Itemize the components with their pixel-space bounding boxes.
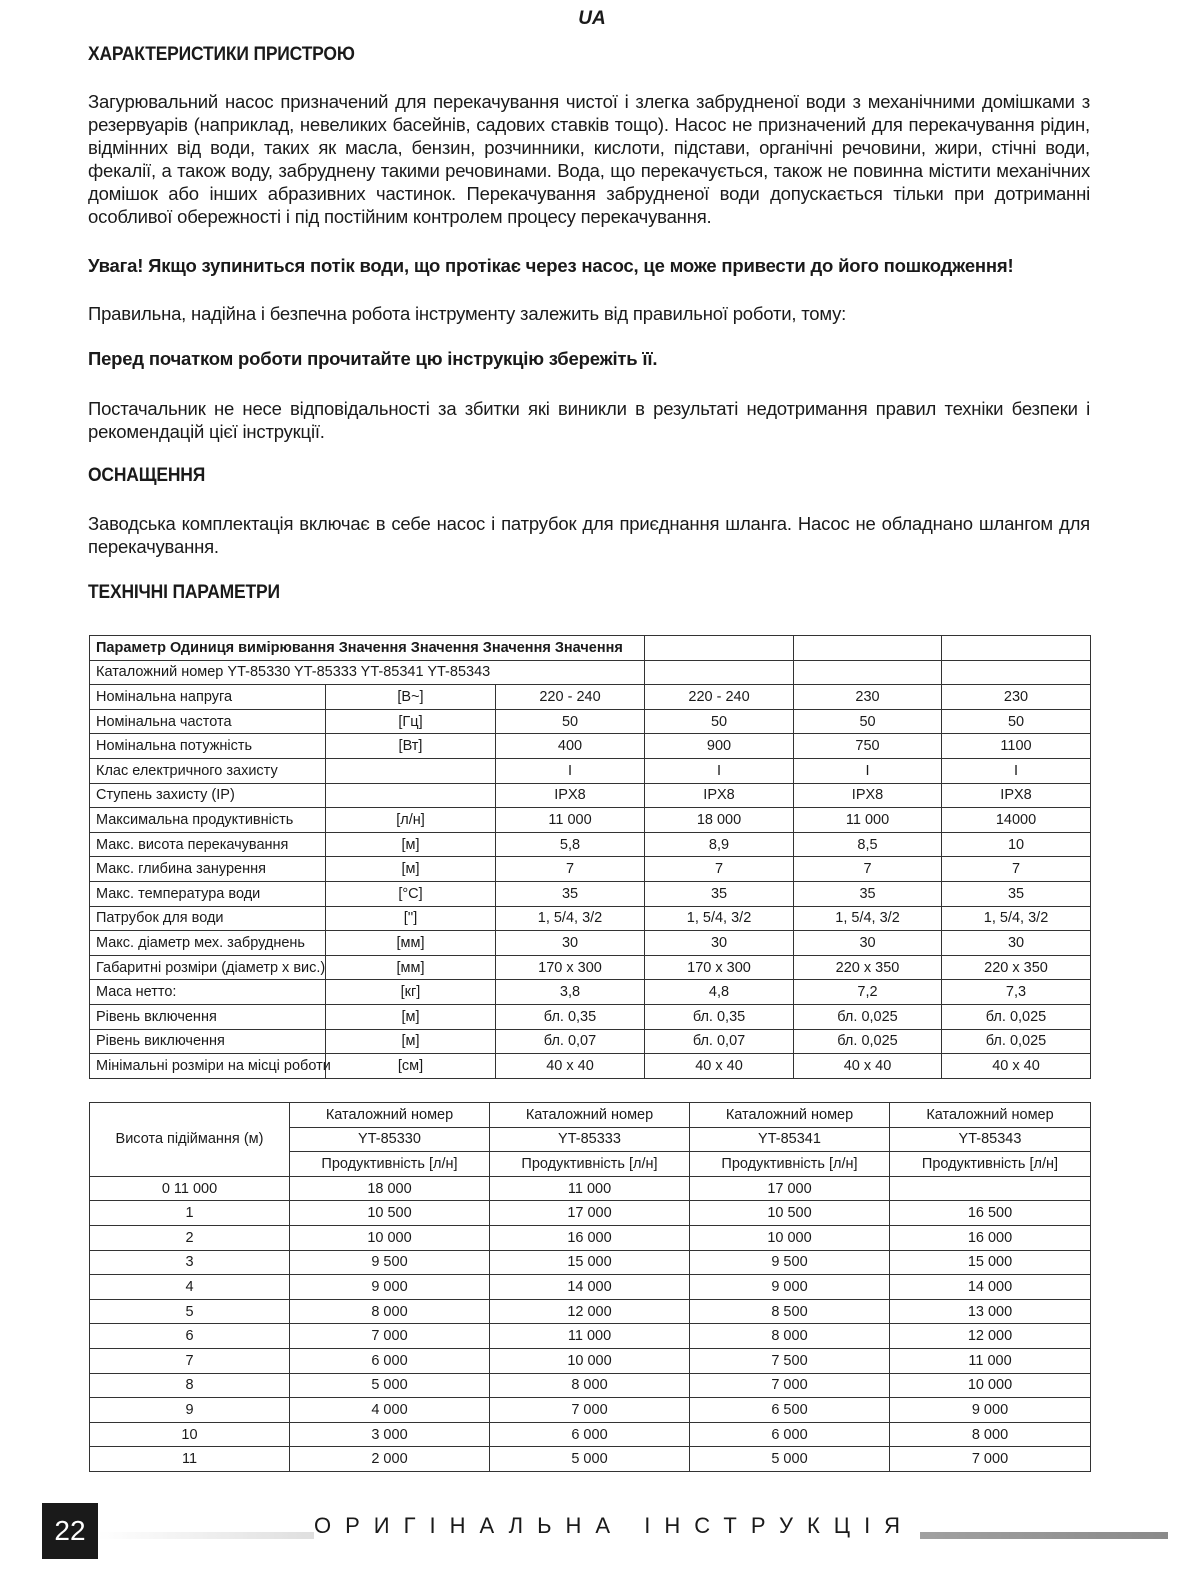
spec-param-value: 220 - 240 bbox=[496, 685, 645, 710]
spec-param-value: I bbox=[645, 758, 794, 783]
spec-row bbox=[90, 906, 1091, 931]
spec-param-value: 900 bbox=[645, 734, 794, 759]
spec-param-value: 40 x 40 bbox=[496, 1054, 645, 1079]
section-title-tech-params: ТЕХНІЧНІ ПАРАМЕТРИ bbox=[88, 582, 280, 603]
spec-param-value: 750 bbox=[794, 734, 942, 759]
perf-value: 5 000 bbox=[690, 1447, 890, 1472]
spec-param-value: 30 bbox=[942, 931, 1091, 956]
spec-param-unit: [л/н] bbox=[326, 808, 496, 833]
spec-param-value: 30 bbox=[645, 931, 794, 956]
perf-value: 11 000 bbox=[890, 1348, 1091, 1373]
spec-row bbox=[90, 980, 1091, 1005]
spec-param-value: 220 - 240 bbox=[645, 685, 794, 710]
spec-param-value: 8,9 bbox=[645, 832, 794, 857]
perf-value: 9 000 bbox=[690, 1275, 890, 1300]
perf-value: 4 000 bbox=[290, 1398, 490, 1423]
spec-param-value: 30 bbox=[496, 931, 645, 956]
spec-param-name: Патрубок для води bbox=[90, 906, 326, 931]
spec-param-value: 1, 5/4, 3/2 bbox=[942, 906, 1091, 931]
spec-param-value: 7 bbox=[942, 857, 1091, 882]
spec-row bbox=[90, 832, 1091, 857]
perf-row bbox=[90, 1299, 1091, 1324]
spec-row bbox=[90, 1054, 1091, 1079]
perf-height: 0 11 000 bbox=[90, 1176, 290, 1201]
spec-header-empty bbox=[645, 636, 794, 661]
perf-value: 8 000 bbox=[490, 1373, 690, 1398]
perf-value: 9 500 bbox=[690, 1250, 890, 1275]
spec-param-value: 40 x 40 bbox=[794, 1054, 942, 1079]
spec-catalog-empty bbox=[645, 660, 794, 685]
spec-row bbox=[90, 881, 1091, 906]
spec-param-value: бл. 0,35 bbox=[496, 1004, 645, 1029]
spec-param-value: 35 bbox=[794, 881, 942, 906]
spec-table bbox=[89, 635, 1091, 1079]
spec-param-value: 7,2 bbox=[794, 980, 942, 1005]
spec-param-value: 7 bbox=[645, 857, 794, 882]
perf-value: 16 000 bbox=[890, 1225, 1091, 1250]
perf-value: 2 000 bbox=[290, 1447, 490, 1472]
spec-param-value: I bbox=[496, 758, 645, 783]
perf-value: 17 000 bbox=[490, 1201, 690, 1226]
spec-param-value: 11 000 bbox=[496, 808, 645, 833]
perf-productivity-label: Продуктивність [л/н] bbox=[490, 1152, 690, 1177]
perf-row bbox=[90, 1398, 1091, 1423]
spec-header-empty bbox=[794, 636, 942, 661]
perf-value: 8 000 bbox=[690, 1324, 890, 1349]
perf-value: 14 000 bbox=[890, 1275, 1091, 1300]
footer-title: ОРИГІНАЛЬНА ІНСТРУКЦІЯ bbox=[314, 1513, 920, 1539]
perf-value: 3 000 bbox=[290, 1422, 490, 1447]
equipment-paragraph: Заводська комплектація включає в себе насос і патрубок для приєднання шланга. Насос не обладнано шлангом для перекачування. bbox=[88, 513, 1090, 557]
perf-height: 5 bbox=[90, 1299, 290, 1324]
perf-row bbox=[90, 1422, 1091, 1447]
perf-row bbox=[90, 1225, 1091, 1250]
perf-productivity-label: Продуктивність [л/н] bbox=[690, 1152, 890, 1177]
perf-value: 7 000 bbox=[690, 1373, 890, 1398]
spec-param-value: 400 bbox=[496, 734, 645, 759]
perf-value: 9 000 bbox=[290, 1275, 490, 1300]
spec-param-unit: [мм] bbox=[326, 931, 496, 956]
spec-param-name: Номінальна напруга bbox=[90, 685, 326, 710]
spec-param-value: 35 bbox=[496, 881, 645, 906]
spec-row bbox=[90, 783, 1091, 808]
spec-param-unit: [м] bbox=[326, 857, 496, 882]
spec-param-value: I bbox=[794, 758, 942, 783]
perf-value: 8 000 bbox=[290, 1299, 490, 1324]
perf-value: 7 000 bbox=[890, 1447, 1091, 1472]
perf-value: 7 000 bbox=[290, 1324, 490, 1349]
page-language-label: UA bbox=[578, 8, 606, 29]
perf-row bbox=[90, 1447, 1091, 1472]
perf-value: 17 000 bbox=[690, 1176, 890, 1201]
spec-row bbox=[90, 857, 1091, 882]
spec-param-name: Номінальна потужність bbox=[90, 734, 326, 759]
spec-param-value: 35 bbox=[942, 881, 1091, 906]
perf-productivity-label: Продуктивність [л/н] bbox=[290, 1152, 490, 1177]
spec-param-value: 1, 5/4, 3/2 bbox=[645, 906, 794, 931]
perf-catalog-label: Каталожний номер bbox=[290, 1103, 490, 1128]
spec-param-value: бл. 0,025 bbox=[942, 1004, 1091, 1029]
page-number: 22 bbox=[42, 1503, 98, 1559]
spec-param-value: 5,8 bbox=[496, 832, 645, 857]
spec-param-unit bbox=[326, 783, 496, 808]
perf-value: 12 000 bbox=[490, 1299, 690, 1324]
perf-value: 9 500 bbox=[290, 1250, 490, 1275]
spec-param-unit: [Вт] bbox=[326, 734, 496, 759]
perf-value: 10 000 bbox=[290, 1225, 490, 1250]
perf-value: 14 000 bbox=[490, 1275, 690, 1300]
spec-param-value: 1100 bbox=[942, 734, 1091, 759]
spec-row bbox=[90, 734, 1091, 759]
spec-header-row bbox=[90, 636, 1091, 661]
spec-param-value: 1, 5/4, 3/2 bbox=[496, 906, 645, 931]
spec-param-value: 50 bbox=[942, 709, 1091, 734]
intro-paragraph: Загурювальний насос призначений для перекачування чистої і злегка забрудненої води з механічними домішками з резервуарів (наприклад, невеликих басейнів, садових ставків тощо). Насос не призначений для перекачування рідин, відмінних від води, таких як масла, бензин, розчинники, кислоти, підстави, органічні речовини, жири, стічні води, фекалії, а також воду, забруднену такими речовинами. Вода, що перекачується, також не повинна містити механічних домішок або інших абразивних частинок. Перекачування забрудненої води допускається тільки при дотриманні особливої обережності і під постійним контролем процесу перекачування. bbox=[88, 91, 1090, 227]
performance-table bbox=[89, 1102, 1091, 1472]
perf-value: 15 000 bbox=[890, 1250, 1091, 1275]
perf-value: 6 000 bbox=[690, 1422, 890, 1447]
perf-productivity-label: Продуктивність [л/н] bbox=[890, 1152, 1091, 1177]
spec-catalog-empty bbox=[942, 660, 1091, 685]
perf-height: 4 bbox=[90, 1275, 290, 1300]
spec-param-unit: [Гц] bbox=[326, 709, 496, 734]
perf-value: 11 000 bbox=[490, 1176, 690, 1201]
spec-param-unit: [м] bbox=[326, 1029, 496, 1054]
spec-param-name: Номінальна частота bbox=[90, 709, 326, 734]
spec-param-value: 30 bbox=[794, 931, 942, 956]
perf-height: 7 bbox=[90, 1348, 290, 1373]
perf-height-label: Висота підіймання (м) bbox=[90, 1103, 290, 1177]
perf-model: YT-85333 bbox=[490, 1127, 690, 1152]
perf-model: YT-85341 bbox=[690, 1127, 890, 1152]
perf-height: 6 bbox=[90, 1324, 290, 1349]
perf-row bbox=[90, 1348, 1091, 1373]
perf-height: 3 bbox=[90, 1250, 290, 1275]
perf-value: 8 000 bbox=[890, 1422, 1091, 1447]
perf-catalog-label: Каталожний номер bbox=[690, 1103, 890, 1128]
perf-value: 11 000 bbox=[490, 1324, 690, 1349]
perf-value: 16 500 bbox=[890, 1201, 1091, 1226]
spec-param-unit: [кг] bbox=[326, 980, 496, 1005]
spec-param-value: 7 bbox=[496, 857, 645, 882]
perf-height: 10 bbox=[90, 1422, 290, 1447]
spec-param-unit: [''] bbox=[326, 906, 496, 931]
perf-value: 12 000 bbox=[890, 1324, 1091, 1349]
perf-value bbox=[890, 1176, 1091, 1201]
spec-param-value: 170 x 300 bbox=[645, 955, 794, 980]
spec-param-value: 7 bbox=[794, 857, 942, 882]
spec-param-name: Макс. температура води bbox=[90, 881, 326, 906]
perf-value: 10 500 bbox=[690, 1201, 890, 1226]
perf-height: 1 bbox=[90, 1201, 290, 1226]
spec-header-empty bbox=[942, 636, 1091, 661]
spec-param-value: IPX8 bbox=[794, 783, 942, 808]
spec-header-cell: Параметр Одиниця вимірювання Значення Значення Значення Значення bbox=[90, 636, 645, 661]
reliability-paragraph: Правильна, надійна і безпечна робота інструменту залежить від правильної роботи, тому: bbox=[88, 303, 847, 324]
section-title-equipment: ОСНАЩЕННЯ bbox=[88, 465, 206, 486]
perf-row bbox=[90, 1324, 1091, 1349]
spec-param-unit: [°C] bbox=[326, 881, 496, 906]
spec-row bbox=[90, 709, 1091, 734]
spec-param-name: Мінімальні розміри на місці роботи bbox=[90, 1054, 326, 1079]
perf-value: 8 500 bbox=[690, 1299, 890, 1324]
spec-param-value: 7,3 bbox=[942, 980, 1091, 1005]
perf-height: 2 bbox=[90, 1225, 290, 1250]
spec-param-unit: [м] bbox=[326, 832, 496, 857]
spec-row bbox=[90, 808, 1091, 833]
spec-param-unit: [м] bbox=[326, 1004, 496, 1029]
perf-header-row-catalog bbox=[90, 1103, 1091, 1128]
read-instructions-paragraph: Перед початком роботи прочитайте цю інструкцію збережіть її. bbox=[88, 348, 658, 369]
spec-param-value: 50 bbox=[794, 709, 942, 734]
spec-param-name: Ступень захисту (IP) bbox=[90, 783, 326, 808]
perf-value: 6 000 bbox=[290, 1348, 490, 1373]
perf-row bbox=[90, 1176, 1091, 1201]
perf-height: 8 bbox=[90, 1373, 290, 1398]
spec-param-value: бл. 0,35 bbox=[645, 1004, 794, 1029]
perf-model: YT-85330 bbox=[290, 1127, 490, 1152]
spec-param-value: 18 000 bbox=[645, 808, 794, 833]
warning-paragraph: Увага! Якщо зупиниться потік води, що протікає через насос, це може привести до його пошкодження! bbox=[88, 255, 1014, 276]
spec-param-value: 14000 bbox=[942, 808, 1091, 833]
spec-param-value: 220 x 350 bbox=[794, 955, 942, 980]
perf-model: YT-85343 bbox=[890, 1127, 1091, 1152]
perf-value: 10 000 bbox=[890, 1373, 1091, 1398]
perf-value: 10 000 bbox=[690, 1225, 890, 1250]
perf-row bbox=[90, 1250, 1091, 1275]
perf-value: 6 000 bbox=[490, 1422, 690, 1447]
perf-value: 5 000 bbox=[490, 1447, 690, 1472]
perf-catalog-label: Каталожний номер bbox=[490, 1103, 690, 1128]
spec-param-value: IPX8 bbox=[645, 783, 794, 808]
section-title-features: ХАРАКТЕРИСТИКИ ПРИСТРОЮ bbox=[88, 44, 355, 65]
perf-value: 18 000 bbox=[290, 1176, 490, 1201]
spec-param-value: 170 x 300 bbox=[496, 955, 645, 980]
spec-param-value: 4,8 bbox=[645, 980, 794, 1005]
spec-param-value: 40 x 40 bbox=[942, 1054, 1091, 1079]
spec-row bbox=[90, 1004, 1091, 1029]
spec-param-value: бл. 0,025 bbox=[942, 1029, 1091, 1054]
spec-param-value: IPX8 bbox=[942, 783, 1091, 808]
spec-param-value: 220 x 350 bbox=[942, 955, 1091, 980]
spec-param-value: 3,8 bbox=[496, 980, 645, 1005]
spec-param-name: Габаритні розміри (діаметр x вис.) bbox=[90, 955, 326, 980]
spec-param-value: бл. 0,07 bbox=[645, 1029, 794, 1054]
spec-row bbox=[90, 685, 1091, 710]
perf-row bbox=[90, 1201, 1091, 1226]
spec-param-name: Макс. висота перекачування bbox=[90, 832, 326, 857]
spec-param-name: Маса нетто: bbox=[90, 980, 326, 1005]
spec-param-unit: [см] bbox=[326, 1054, 496, 1079]
spec-param-value: 50 bbox=[645, 709, 794, 734]
spec-param-value: 230 bbox=[794, 685, 942, 710]
spec-catalog-empty bbox=[794, 660, 942, 685]
perf-value: 7 500 bbox=[690, 1348, 890, 1373]
spec-param-value: 11 000 bbox=[794, 808, 942, 833]
perf-value: 10 500 bbox=[290, 1201, 490, 1226]
spec-param-unit: [мм] bbox=[326, 955, 496, 980]
perf-value: 10 000 bbox=[490, 1348, 690, 1373]
spec-param-value: 50 bbox=[496, 709, 645, 734]
spec-catalog-cell: Каталожний номер YT-85330 YT-85333 YT-85341 YT-85343 bbox=[90, 660, 645, 685]
spec-row bbox=[90, 758, 1091, 783]
spec-param-value: бл. 0,07 bbox=[496, 1029, 645, 1054]
spec-param-value: бл. 0,025 bbox=[794, 1004, 942, 1029]
perf-value: 15 000 bbox=[490, 1250, 690, 1275]
perf-value: 16 000 bbox=[490, 1225, 690, 1250]
perf-height: 11 bbox=[90, 1447, 290, 1472]
perf-value: 5 000 bbox=[290, 1373, 490, 1398]
spec-param-value: 1, 5/4, 3/2 bbox=[794, 906, 942, 931]
perf-value: 7 000 bbox=[490, 1398, 690, 1423]
spec-param-value: бл. 0,025 bbox=[794, 1029, 942, 1054]
perf-row bbox=[90, 1275, 1091, 1300]
perf-row bbox=[90, 1373, 1091, 1398]
spec-row bbox=[90, 955, 1091, 980]
supplier-paragraph: Постачальник не несе відповідальності за збитки які виникли в результаті недотримання правил техніки безпеки і рекомендацій цієї інструкції. bbox=[88, 398, 1090, 442]
spec-param-name: Рівень виключення bbox=[90, 1029, 326, 1054]
spec-param-unit bbox=[326, 758, 496, 783]
spec-param-name: Макс. глибина занурення bbox=[90, 857, 326, 882]
spec-param-name: Макс. діаметр мех. забруднень bbox=[90, 931, 326, 956]
perf-value: 9 000 bbox=[890, 1398, 1091, 1423]
perf-value: 6 500 bbox=[690, 1398, 890, 1423]
perf-value: 13 000 bbox=[890, 1299, 1091, 1324]
spec-row bbox=[90, 1029, 1091, 1054]
spec-param-unit: [В~] bbox=[326, 685, 496, 710]
spec-param-value: 8,5 bbox=[794, 832, 942, 857]
spec-param-value: I bbox=[942, 758, 1091, 783]
spec-param-value: 35 bbox=[645, 881, 794, 906]
perf-catalog-label: Каталожний номер bbox=[890, 1103, 1091, 1128]
spec-param-name: Рівень включення bbox=[90, 1004, 326, 1029]
perf-height: 9 bbox=[90, 1398, 290, 1423]
spec-param-value: 10 bbox=[942, 832, 1091, 857]
spec-row bbox=[90, 931, 1091, 956]
spec-param-value: 230 bbox=[942, 685, 1091, 710]
spec-catalog-row bbox=[90, 660, 1091, 685]
spec-param-name: Максимальна продуктивність bbox=[90, 808, 326, 833]
spec-param-name: Клас електричного захисту bbox=[90, 758, 326, 783]
spec-param-value: IPX8 bbox=[496, 783, 645, 808]
spec-param-value: 40 x 40 bbox=[645, 1054, 794, 1079]
